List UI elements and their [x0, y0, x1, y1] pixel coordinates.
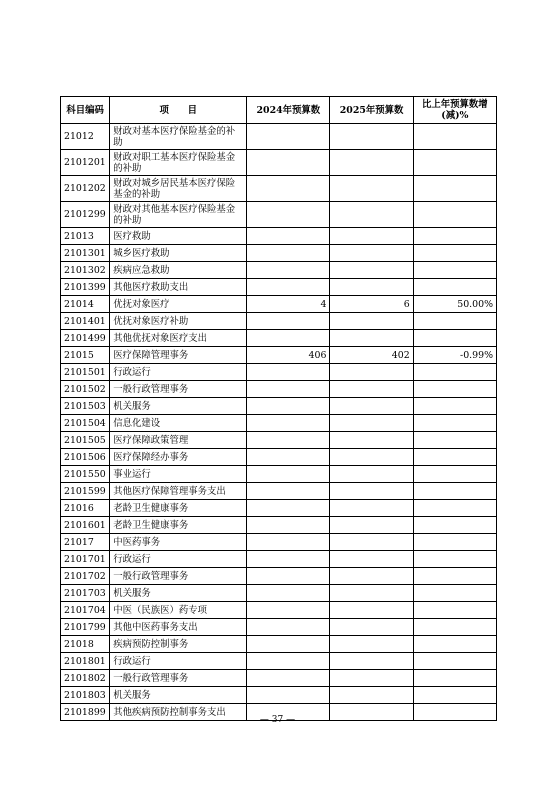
cell-code: 2101504 [61, 415, 110, 432]
cell-code: 21016 [61, 500, 110, 517]
cell-2024 [247, 687, 330, 704]
cell-2024 [247, 313, 330, 330]
cell-2024 [247, 176, 330, 202]
cell-2025 [330, 653, 413, 670]
cell-2025 [330, 500, 413, 517]
cell-change [413, 202, 496, 228]
cell-2024 [247, 202, 330, 228]
cell-code: 2101302 [61, 262, 110, 279]
cell-2024 [247, 636, 330, 653]
cell-2025 [330, 330, 413, 347]
cell-code: 21014 [61, 296, 110, 313]
cell-change [413, 585, 496, 602]
cell-item: 财政对城乡居民基本医疗保险基金的补助 [110, 176, 247, 202]
cell-code: 2101599 [61, 483, 110, 500]
cell-2024 [247, 551, 330, 568]
cell-change [413, 364, 496, 381]
cell-change [413, 176, 496, 202]
cell-change [413, 245, 496, 262]
cell-code: 21017 [61, 534, 110, 551]
cell-change [413, 330, 496, 347]
header-item: 项 目 [110, 97, 247, 124]
table-row [61, 150, 497, 176]
cell-2025 [330, 551, 413, 568]
cell-change [413, 415, 496, 432]
cell-change [413, 568, 496, 585]
table-row [61, 466, 497, 483]
cell-2025: 6 [330, 296, 413, 313]
table-header-row [61, 97, 497, 124]
header-code: 科目编码 [61, 97, 110, 124]
cell-item: 机关服务 [110, 398, 247, 415]
cell-2024 [247, 483, 330, 500]
cell-2024 [247, 619, 330, 636]
cell-item: 老龄卫生健康事务 [110, 500, 247, 517]
cell-item: 医疗保障经办事务 [110, 449, 247, 466]
cell-2024: 4 [247, 296, 330, 313]
cell-item: 事业运行 [110, 466, 247, 483]
table-row [61, 517, 497, 534]
cell-code: 2101301 [61, 245, 110, 262]
cell-code: 2101505 [61, 432, 110, 449]
cell-change [413, 636, 496, 653]
cell-code: 2101502 [61, 381, 110, 398]
cell-code: 2101202 [61, 176, 110, 202]
cell-2025 [330, 245, 413, 262]
cell-code: 2101601 [61, 517, 110, 534]
table-row [61, 483, 497, 500]
cell-item: 机关服务 [110, 687, 247, 704]
cell-item: 一般行政管理事务 [110, 568, 247, 585]
cell-change [413, 517, 496, 534]
cell-item: 其他疾病预防控制事务支出 [110, 704, 247, 721]
cell-item: 一般行政管理事务 [110, 381, 247, 398]
table-row [61, 415, 497, 432]
cell-item: 信息化建设 [110, 415, 247, 432]
cell-2025 [330, 313, 413, 330]
cell-code: 2101299 [61, 202, 110, 228]
cell-code: 2101506 [61, 449, 110, 466]
cell-2025 [330, 398, 413, 415]
cell-2025 [330, 602, 413, 619]
table-row [61, 602, 497, 619]
cell-code: 2101399 [61, 279, 110, 296]
cell-change [413, 534, 496, 551]
cell-2024 [247, 653, 330, 670]
cell-item: 疾病应急救助 [110, 262, 247, 279]
cell-item: 老龄卫生健康事务 [110, 517, 247, 534]
cell-change [413, 670, 496, 687]
cell-change [413, 466, 496, 483]
cell-change [413, 432, 496, 449]
cell-2025 [330, 636, 413, 653]
cell-change [413, 398, 496, 415]
cell-2025 [330, 568, 413, 585]
cell-2024 [247, 534, 330, 551]
cell-item: 其他中医药事务支出 [110, 619, 247, 636]
cell-2024 [247, 585, 330, 602]
cell-2025 [330, 534, 413, 551]
cell-item: 医疗救助 [110, 228, 247, 245]
table-row [61, 670, 497, 687]
table-row [61, 245, 497, 262]
header-2024: 2024年预算数 [247, 97, 330, 124]
cell-item: 财政对其他基本医疗保险基金的补助 [110, 202, 247, 228]
cell-code: 2101803 [61, 687, 110, 704]
cell-change [413, 381, 496, 398]
cell-2025 [330, 150, 413, 176]
cell-change [413, 687, 496, 704]
budget-table [60, 96, 497, 721]
cell-2024 [247, 670, 330, 687]
cell-2024 [247, 330, 330, 347]
cell-change [413, 124, 496, 150]
cell-item: 财政对基本医疗保险基金的补助 [110, 124, 247, 150]
table-row [61, 124, 497, 150]
cell-item: 中医药事务 [110, 534, 247, 551]
table-row [61, 551, 497, 568]
table-row [61, 381, 497, 398]
cell-item: 财政对职工基本医疗保险基金的补助 [110, 150, 247, 176]
cell-2025 [330, 585, 413, 602]
table-row [61, 347, 497, 364]
cell-change [413, 313, 496, 330]
cell-item: 其他医疗保障管理事务支出 [110, 483, 247, 500]
cell-2024 [247, 364, 330, 381]
cell-code: 2101899 [61, 704, 110, 721]
cell-change [413, 500, 496, 517]
cell-change [413, 483, 496, 500]
cell-code: 2101801 [61, 653, 110, 670]
table-row [61, 279, 497, 296]
cell-code: 2101201 [61, 150, 110, 176]
cell-2024 [247, 150, 330, 176]
cell-2024 [247, 602, 330, 619]
cell-2024 [247, 466, 330, 483]
table-row [61, 330, 497, 347]
cell-change [413, 551, 496, 568]
cell-item: 一般行政管理事务 [110, 670, 247, 687]
cell-code: 2101703 [61, 585, 110, 602]
cell-item: 优抚对象医疗补助 [110, 313, 247, 330]
cell-change [413, 262, 496, 279]
table-row [61, 687, 497, 704]
cell-code: 2101501 [61, 364, 110, 381]
cell-code: 2101702 [61, 568, 110, 585]
cell-2025 [330, 279, 413, 296]
cell-item: 医疗保障管理事务 [110, 347, 247, 364]
cell-2025 [330, 449, 413, 466]
cell-change: 50.00% [413, 296, 496, 313]
table-row [61, 313, 497, 330]
cell-2025 [330, 670, 413, 687]
cell-code: 21018 [61, 636, 110, 653]
cell-item: 城乡医疗救助 [110, 245, 247, 262]
table-row [61, 653, 497, 670]
cell-item: 中医（民族医）药专项 [110, 602, 247, 619]
table-row [61, 398, 497, 415]
table-row [61, 432, 497, 449]
cell-2024 [247, 398, 330, 415]
cell-2025 [330, 364, 413, 381]
cell-2025 [330, 381, 413, 398]
header-change: 比上年预算数增(减)% [413, 97, 496, 124]
cell-item: 机关服务 [110, 585, 247, 602]
cell-item: 疾病预防控制事务 [110, 636, 247, 653]
cell-code: 2101799 [61, 619, 110, 636]
table-row [61, 176, 497, 202]
cell-change: -0.99% [413, 347, 496, 364]
cell-2025 [330, 176, 413, 202]
cell-item: 行政运行 [110, 653, 247, 670]
cell-2024 [247, 245, 330, 262]
cell-item: 优抚对象医疗 [110, 296, 247, 313]
table-row [61, 534, 497, 551]
cell-2024 [247, 500, 330, 517]
cell-2025 [330, 619, 413, 636]
cell-2025: 402 [330, 347, 413, 364]
cell-item: 行政运行 [110, 364, 247, 381]
cell-item: 其他优抚对象医疗支出 [110, 330, 247, 347]
page-number: — 37 — [259, 715, 296, 725]
table-body [61, 124, 497, 721]
cell-2024 [247, 381, 330, 398]
cell-change [413, 602, 496, 619]
cell-2024: 406 [247, 347, 330, 364]
header-2025: 2025年预算数 [330, 97, 413, 124]
cell-2024 [247, 262, 330, 279]
cell-code: 21012 [61, 124, 110, 150]
cell-code: 21015 [61, 347, 110, 364]
table-row [61, 568, 497, 585]
cell-2025 [330, 202, 413, 228]
cell-code: 2101499 [61, 330, 110, 347]
cell-item: 其他医疗救助支出 [110, 279, 247, 296]
cell-2025 [330, 483, 413, 500]
cell-code: 21013 [61, 228, 110, 245]
cell-2024 [247, 517, 330, 534]
cell-code: 2101704 [61, 602, 110, 619]
table-row [61, 296, 497, 313]
table-row [61, 636, 497, 653]
cell-2024 [247, 415, 330, 432]
cell-change [413, 279, 496, 296]
table-row [61, 500, 497, 517]
cell-change [413, 150, 496, 176]
cell-2025 [330, 687, 413, 704]
cell-2025 [330, 517, 413, 534]
cell-code: 2101701 [61, 551, 110, 568]
cell-change [413, 653, 496, 670]
cell-2025 [330, 124, 413, 150]
cell-code: 2101802 [61, 670, 110, 687]
cell-change [413, 449, 496, 466]
cell-2024 [247, 228, 330, 245]
table-row [61, 619, 497, 636]
cell-2025 [330, 228, 413, 245]
table-row [61, 202, 497, 228]
table-row [61, 262, 497, 279]
cell-code: 2101401 [61, 313, 110, 330]
table-row [61, 364, 497, 381]
table-row [61, 228, 497, 245]
cell-2024 [247, 568, 330, 585]
cell-change [413, 619, 496, 636]
cell-item: 医疗保障政策管理 [110, 432, 247, 449]
cell-code: 2101503 [61, 398, 110, 415]
cell-2025 [330, 262, 413, 279]
cell-2024 [247, 124, 330, 150]
cell-2025 [330, 466, 413, 483]
cell-2025 [330, 432, 413, 449]
cell-2025 [330, 415, 413, 432]
cell-code: 2101550 [61, 466, 110, 483]
table-row [61, 585, 497, 602]
cell-2024 [247, 279, 330, 296]
table-row [61, 449, 497, 466]
cell-2024 [247, 449, 330, 466]
cell-item: 行政运行 [110, 551, 247, 568]
cell-change [413, 228, 496, 245]
cell-2024 [247, 432, 330, 449]
